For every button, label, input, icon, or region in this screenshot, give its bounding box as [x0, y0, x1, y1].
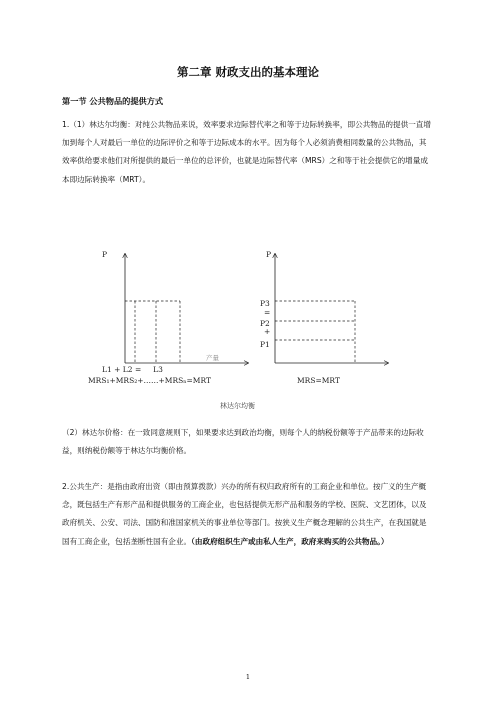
figure-caption: 林达尔均衡	[220, 402, 255, 410]
paragraph-public-production	[62, 478, 434, 551]
right-label-eq: =	[264, 308, 271, 317]
left-y-axis-label: P	[102, 250, 108, 259]
right-label-p3: P3	[260, 299, 270, 308]
chapter-title: 第二章 财政支出的基本理论	[176, 65, 319, 79]
public-production-text: 2.公共生产：是指由政府出资（即由预算拨款）兴办的所有权归政府所有的工商企业和单位。按广义的生产概念，既包括生产有形产品和提供服务的工商企业，也包括提供无形产品和服务的学校、医院、文艺团体，以及政府机关、公安、司法、国防和准国家机关的事业单位等部门。按狭义生产概念理解的公共生产，在我国就是国有工商企业，包括垄断性国有企业。	[62, 482, 427, 546]
public-production-note: （由政府组织生产或由私人生产，政府来购买的公共物品。）	[191, 536, 389, 546]
right-label-p2: P2	[260, 319, 270, 328]
section-title: 第一节 公共物品的提供方式	[62, 96, 164, 106]
left-x-axis-label: 产量	[206, 354, 219, 362]
paragraph-lindahl-price: （2）林达尔价格：在一致同意规则下，如果要求达到政治均衡，则每个人的纳税份额等于产品带来的边际收益，则纳税份额等于林达尔均衡价格。	[62, 428, 424, 456]
left-equation: MRS₁+MRS₂+……+MRSₙ=MRT	[88, 376, 211, 385]
right-label-p1: P1	[260, 340, 270, 349]
right-label-plus: +	[264, 327, 271, 336]
lindahl-equilibrium-figure	[80, 240, 410, 420]
page-number: 1	[245, 673, 251, 681]
right-panel	[260, 250, 388, 385]
right-equation: MRS=MRT	[297, 376, 340, 385]
left-panel	[88, 250, 248, 385]
right-y-axis-label: P	[266, 250, 272, 259]
left-bottom-labels: L1 + L2 = L3	[102, 365, 163, 374]
paragraph-lindahl-equilibrium: 1.（1）林达尔均衡：对纯公共物品来说，效率要求边际替代率之和等于边际转换率，即公共物品的提供一直增加到每个人对最后一单位的边际评价之和等于边际成本的水平。因为每个人必须消费相同数量的公共物品，其效率供给要求他们对所提供的最后一单位的总评价，也就是边际替代率（MRS）之和等于社会提供它的增量成本即边际转换率（MRT）。	[62, 120, 431, 184]
